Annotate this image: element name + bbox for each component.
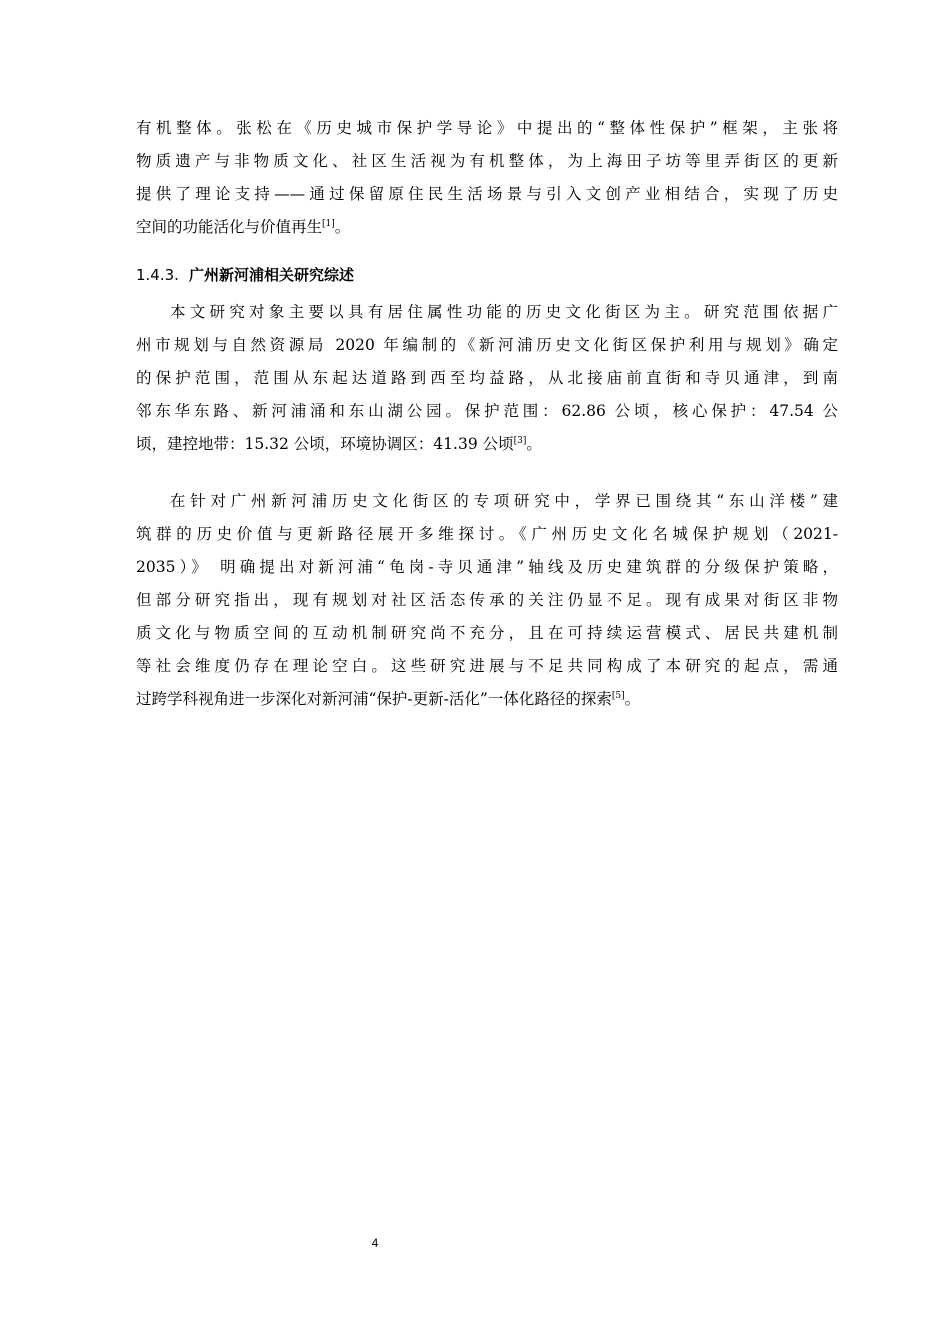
text-line: 邻东华东路、新河浦涌和东山湖公园。保护范围：62.86 公顷，核心保护：47.54 公 [136,402,838,420]
text-segment: 顷，建控地带：15.32 公顷，环境协调区：41.39 公顷 [136,435,514,453]
text-line: 2035）》 明确提出对新河浦“龟岗-寺贝通津”轴线及历史建筑群的分级保护策略， [136,558,838,576]
text-line: 筑群的历史价值与更新路径展开多维探讨。《广州历史文化名城保护规划（2021- [136,525,838,543]
text-line: 在针对广州新河浦历史文化街区的专项研究中，学界已围绕其“东山洋楼”建 [170,492,838,510]
citation[interactable]: [1] [322,218,335,229]
text-line-last [136,683,838,716]
text-line: 质文化与物质空间的互动机制研究尚不充分，且在可持续运营模式、居民共建机制 [136,624,838,642]
text-line: 等社会维度仍存在理论空白。这些研究进展与不足共同构成了本研究的起点，需通 [136,657,838,675]
text-line: 的保护范围，范围从东起达道路到西至均益路，从北接庙前直街和寺贝通津，到南 [136,369,838,387]
text-segment: 空间的功能活化与价值再生 [136,218,323,236]
section-number: 1.4.3. [136,266,179,284]
text-line: 但部分研究指出，现有规划对社区活态传承的关注仍显不足。现有成果对街区非物 [136,591,838,609]
section-title: 广州新河浦相关研究综述 [188,266,354,284]
citation[interactable]: [5] [611,690,625,701]
text-segment: 。 [334,218,351,236]
text-segment: 过跨学科视角进一步深化对新河浦“保护-更新-活化”一体化路径的探索 [136,690,612,708]
page-number: 4 [371,1236,379,1250]
text-line: 提供了理论支持——通过保留原住民生活场景与引入文创产业相结合，实现了历史 [136,185,838,203]
paragraph-3 [136,485,838,716]
text-line: 州市规划与自然资源局 2020 年编制的《新河浦历史文化街区保护利用与规划》确定 [136,336,838,354]
paragraph-1 [136,112,838,244]
text-line-last [136,211,838,244]
paragraph-2 [136,296,838,461]
citation[interactable]: [3] [513,435,527,446]
text-segment: 。 [526,435,542,453]
text-line: 本文研究对象主要以具有居住属性功能的历史文化街区为主。研究范围依据广 [170,303,838,321]
text-line: 物质遗产与非物质文化、社区生活视为有机整体，为上海田子坊等里弄街区的更新 [136,152,838,170]
text-segment: 。 [624,690,641,708]
text-line: 有机整体。张松在《历史城市保护学导论》中提出的“整体性保护”框架，主张将 [136,119,838,137]
text-line-last [136,428,838,461]
section-heading [136,262,354,288]
